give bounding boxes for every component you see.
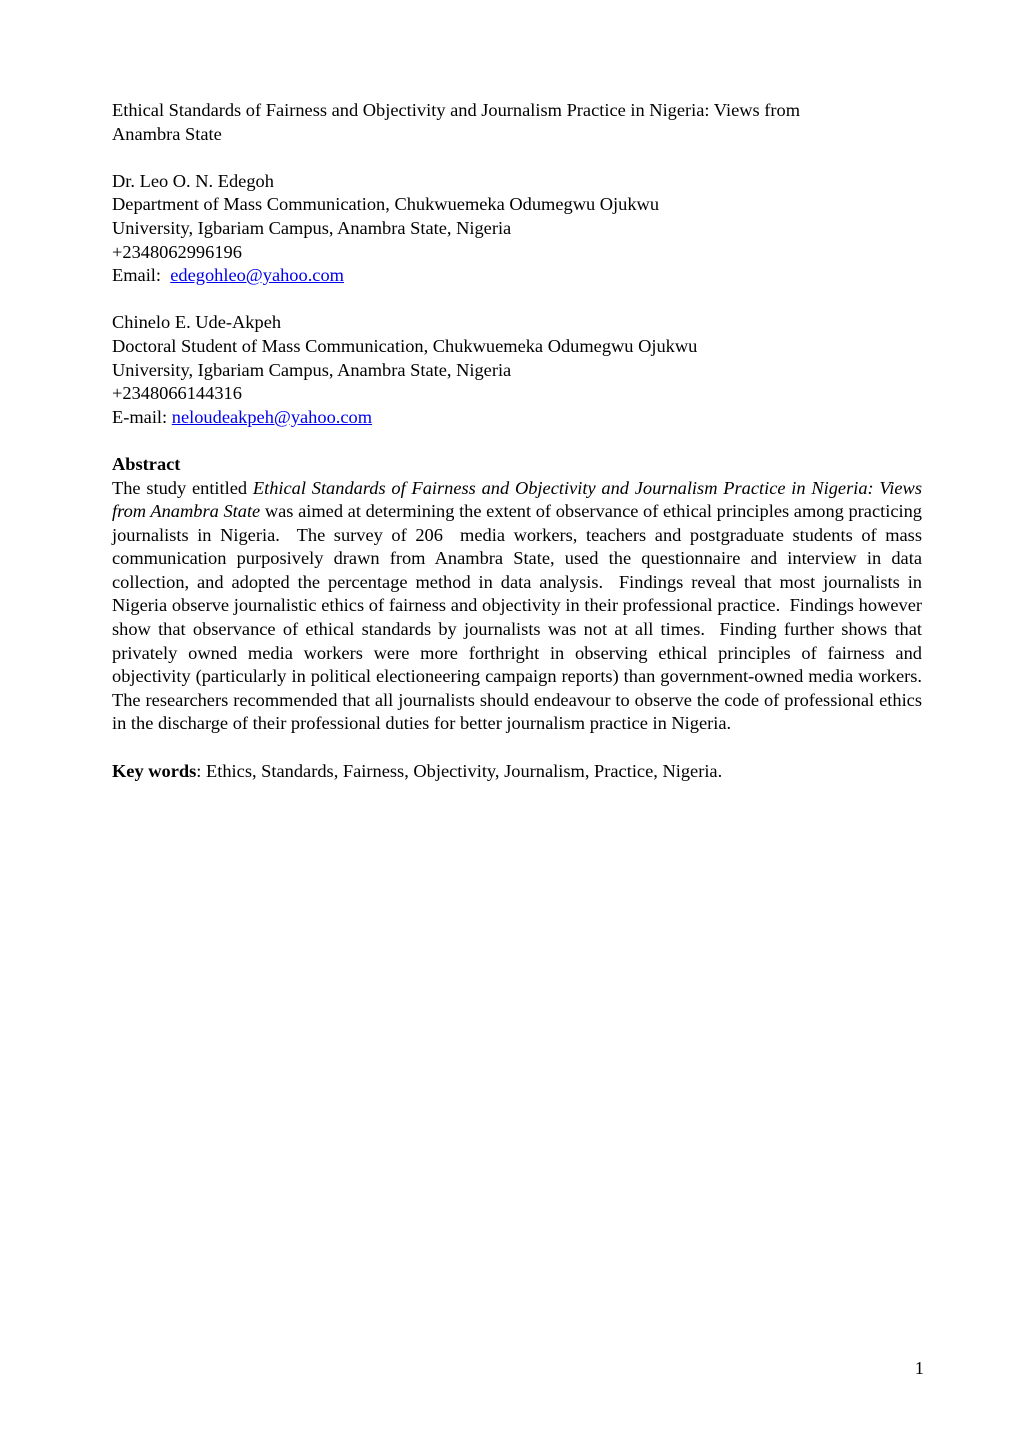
page-content: [112, 99, 927, 783]
author-email-label: E-mail:: [112, 406, 172, 427]
author-name: Chinelo E. Ude-Akpeh: [112, 312, 282, 333]
abstract-italic-title: Ethical Standards of Fairness and Objectivity and Journalism Practice in Nigeria: Views from Anambra State: [112, 477, 922, 522]
author-phone: +2348062996196: [112, 241, 242, 262]
author-affiliation-line-1: Department of Mass Communication, Chukwuemeka Odumegwu Ojukwu: [112, 194, 660, 215]
author-email-link[interactable]: edegohleo@yahoo.com: [170, 265, 344, 286]
author-block-2: [112, 311, 922, 429]
author-name: Dr. Leo O. N. Edegoh: [112, 170, 274, 191]
paper-title-line-1: Ethical Standards of Fairness and Objectivity and Journalism Practice in Nigeria: Views from: [112, 100, 801, 120]
keywords-row: [112, 760, 922, 784]
abstract-lead: The study entitled: [112, 477, 253, 498]
author-email-row: [112, 406, 922, 430]
paper-title-line-2: Anambra State: [112, 123, 222, 144]
keywords-label: Key words: [112, 760, 197, 781]
abstract-section: [112, 453, 927, 736]
abstract-text: [112, 477, 927, 737]
keywords-section: [112, 760, 922, 784]
author-block-1: [112, 170, 922, 288]
author-email-link[interactable]: neloudeakpeh@yahoo.com: [171, 406, 373, 427]
abstract-heading: Abstract: [112, 453, 181, 474]
author-email-row: [112, 264, 922, 288]
author-affiliation-line-1: Doctoral Student of Mass Communication, Chukwuemeka Odumegwu Ojukwu: [112, 335, 698, 356]
author-email-label: Email:: [112, 265, 171, 286]
abstract-body: was aimed at determining the extent of observance of ethical principles among practicing journalists in Nigeria. The survey of 206 media workers, teachers and postgraduate students of mass communication purposively drawn from Anambra State, used the questionnaire and interview in data collection, and adopted the percentage method in data analysis. Findings reveal that most journalists in Nigeria observe journalistic ethics of fairness and objectivity in their professional practice. Findings however show that observance of ethical standards by journalists was not at all times. Finding further shows that privately owned media workers were more forthright in observing ethical principles of fairness and objectivity (particularly in political electioneering campaign reports) than government-owned media workers. The researchers recommended that all journalists should endeavour to observe the code of professional ethics in the discharge of their professional duties for better journalism practice in Nigeria.: [112, 501, 927, 734]
paper-title: [112, 99, 922, 146]
author-phone: +2348066144316: [112, 383, 242, 404]
author-affiliation-line-2: University, Igbariam Campus, Anambra State, Nigeria: [112, 217, 512, 238]
keywords-text: : Ethics, Standards, Fairness, Objectivity, Journalism, Practice, Nigeria.: [196, 760, 723, 781]
page-number: 1: [914, 1358, 924, 1378]
author-affiliation-line-2: University, Igbariam Campus, Anambra State, Nigeria: [112, 359, 512, 380]
